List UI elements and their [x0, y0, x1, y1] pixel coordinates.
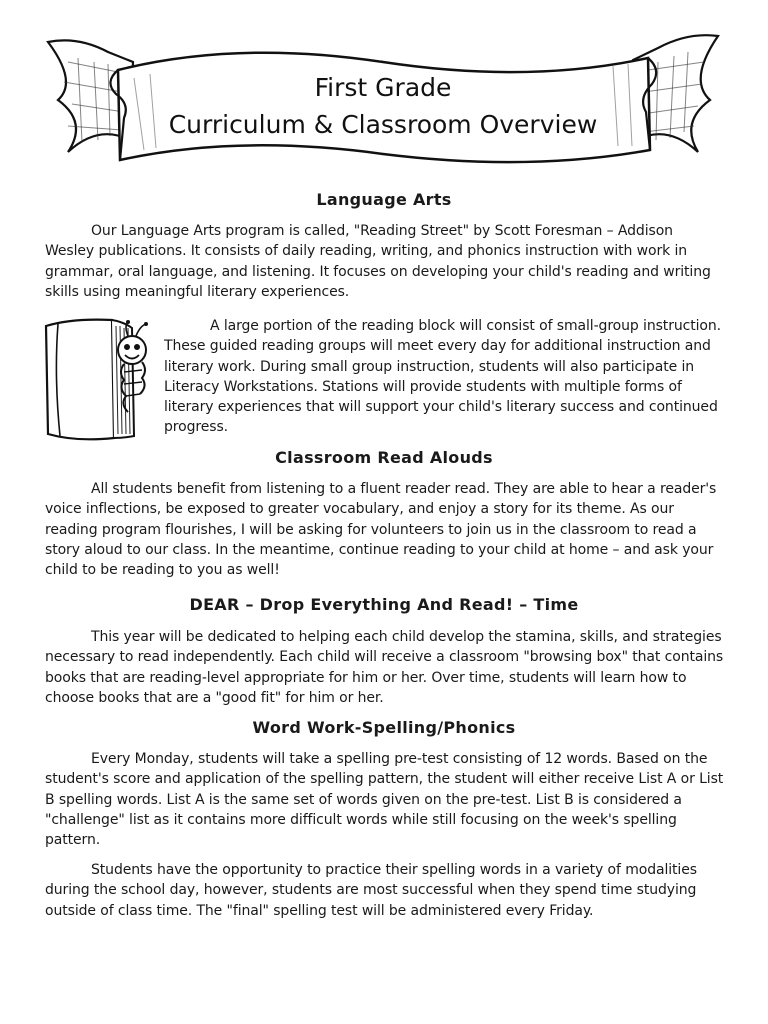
word-work-paragraph-2: Students have the opportunity to practice their spelling words in a variety of modalities during the school day, however, students are most successful when they spend time studying outside of class time. The "final" spelling test will be administered every Friday.: [45, 862, 697, 919]
word-work-heading: Word Work-Spelling/Phonics: [252, 718, 516, 737]
title-banner: [38, 22, 728, 192]
bookworm-book-icon: [42, 316, 158, 444]
dear-paragraph: This year will be dedicated to helping each child develop the stamina, skills, and strategies necessary to read independently. Each child will receive a classroom "browsing box" that contains books that are reading-level appropriate for him or her. Over time, students will learn how to choose books that are a "good fit" for him or her.: [45, 629, 724, 706]
language-arts-paragraph-1: Our Language Arts program is called, "Reading Street" by Scott Foresman – Addison Wesley publications. It consists of daily reading, writing, and phonics instruction with work in grammar, oral language, and listening. It focuses on developing your child's reading and writing skills using meaningful literary experiences.: [45, 223, 711, 300]
bookworm-book-illustration: [42, 316, 158, 444]
banner-title-line1: First Grade: [314, 73, 452, 102]
language-arts-paragraph-2: A large portion of the reading block will consist of small-group instruction. These guided reading groups will meet every day for additional instruction and literary work. During small group instruction, students will also participate in Literacy Workstations. Stations will provide students with multiple forms of literary experiences that will support your child's literary success and continued progress.: [164, 318, 721, 436]
read-alouds-heading: Classroom Read Alouds: [275, 448, 493, 467]
language-arts-heading: Language Arts: [316, 190, 452, 209]
scroll-banner-icon: [38, 22, 728, 192]
banner-title-line2: Curriculum & Classroom Overview: [168, 110, 598, 139]
read-alouds-paragraph: All students benefit from listening to a fluent reader read. They are able to hear a reader's voice inflections, be exposed to greater vocabulary, and enjoy a story for its theme. As our reading program flourishes, I will be asking for volunteers to join us in the classroom to read a story aloud to our class. In the meantime, continue reading to your child at home – and ask your child to be reading to you as well!: [45, 481, 717, 579]
word-work-paragraph-1: Every Monday, students will take a spelling pre-test consisting of 12 words. Based on the student's score and application of the spelling pattern, the student will either receive List A or List B spelling words. List A is the same set of words given on the pre-test. List B is considered a "challenge" list as it contains more difficult words while still focusing on the week's spelling pattern.: [45, 751, 724, 849]
dear-heading: DEAR – Drop Everything And Read! – Time: [189, 595, 579, 614]
